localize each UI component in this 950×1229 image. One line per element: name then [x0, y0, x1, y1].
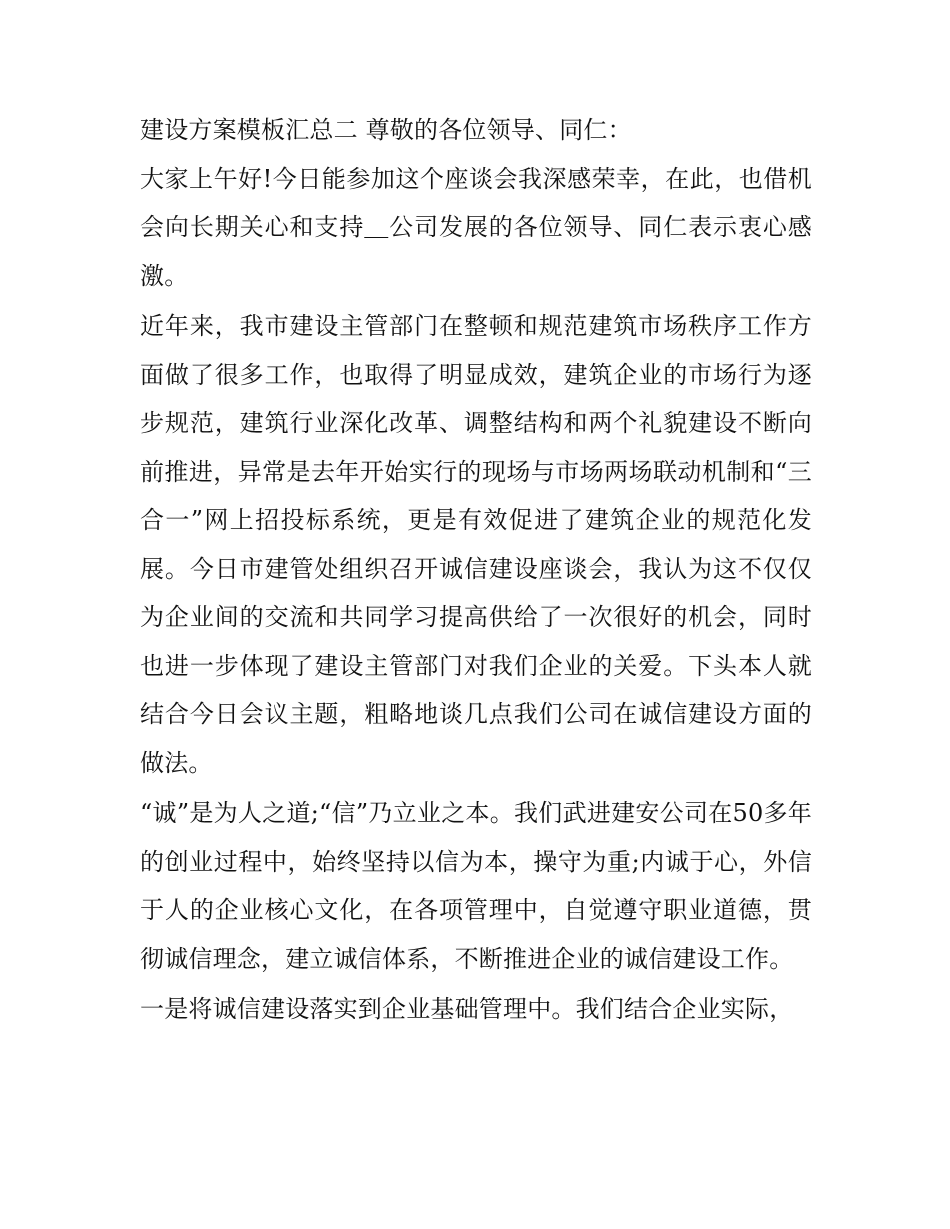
paragraph-integrity: “诚”是为人之道;“信”乃立业之本。我们武进建安公司在50多年的创业过程中，始终坚持以信为本，操守为重;内诚于心，外信于人的企业核心文化，在各项管理中，自觉遵守职业道德，贯彻诚信理念，建立诚信体系，不断推进企业的诚信建设工作。: [140, 799, 812, 973]
document-heading-line: 建设方案模板汇总二 尊敬的各位领导、同仁：: [140, 116, 632, 144]
document-body: [140, 106, 812, 1036]
paragraph-point-one: 一是将诚信建设落实到企业基础管理中。我们结合企业实际，: [140, 995, 794, 1023]
paragraph-background: 近年来，我市建设主管部门在整顿和规范建筑市场秩序工作方面做了很多工作，也取得了明显成效，建筑企业的市场行为逐步规范，建筑行业深化改革、调整结构和两个礼貌建设不断向前推进，异常是去年开始实行的现场与市场两场联动机制和“三合一”网上招投标系统，更是有效促进了建筑企业的规范化发展。今日市建管处组织召开诚信建设座谈会，我认为这不仅仅为企业间的交流和共同学习提高供给了一次很好的机会，同时也进一步体现了建设主管部门对我们企业的关爱。下头本人就结合今日会议主题，粗略地谈几点我们公司在诚信建设方面的做法。: [140, 312, 812, 777]
paragraph-greeting: 大家上午好!今日能参加这个座谈会我深感荣幸，在此，也借机会向长期关心和支持＿公司发展的各位领导、同仁表示衷心感激。: [140, 164, 812, 290]
